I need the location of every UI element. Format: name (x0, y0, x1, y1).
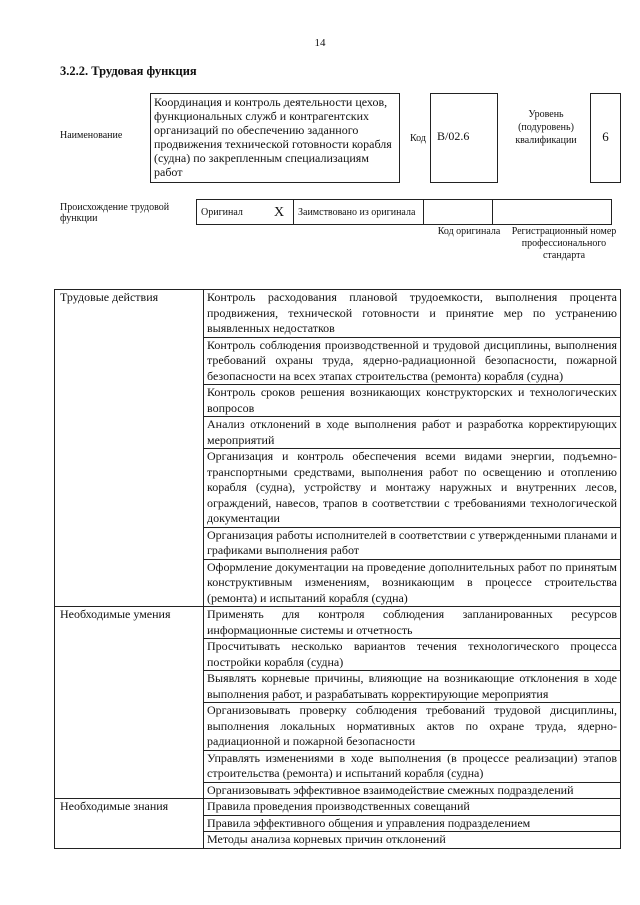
origin-label: Происхождение трудовой функции (60, 202, 170, 224)
table-row (55, 799, 621, 816)
category-cell: Трудовые действия (55, 290, 204, 607)
item-cell: Организация и контроль обеспечения всеми видами энергии, подъемно-транспортными средствами, выполнения работ по освещению и отоплению корабля (судна), устройству и монтажу наружных и внутренних лесов, ограждений, навесов, трапов в соответствии с требованиями технологической документации (204, 449, 621, 528)
original-code-cell (424, 200, 493, 225)
item-cell: Оформление документации на проведение дополнительных работ по принятым конструктивным изменениям, возникающим в процессе строительства (ремонта) и испытаний корабля (судна) (204, 559, 621, 607)
code-value-box: B/02.6 (430, 93, 498, 183)
page-number: 14 (314, 37, 326, 49)
table-row (55, 607, 621, 639)
original-code-caption: Код оригинала (437, 226, 501, 237)
category-cell: Необходимые умения (55, 607, 204, 799)
item-cell: Контроль расходования плановой трудоемкости, выполнения процента продвижения, технической готовности и принятие мер по устранению выявленных недостатков (204, 290, 621, 338)
level-label: Уровень (подуровень) квалификации (515, 109, 577, 146)
item-cell: Анализ отклонений в ходе выполнения работ и разработка корректирующих мероприятий (204, 417, 621, 449)
item-cell: Просчитывать несколько вариантов течения технологического процесса постройки корабля (судна) (204, 639, 621, 671)
function-name-box: Координация и контроль деятельности цехов, функциональных служб и контрагентских организаций по обеспечению заданного продвижения технической готовности корабля (судна) по закрепленным специализациям работ (150, 93, 400, 183)
reg-number-caption: Регистрационный номер профессионального стандарта (511, 226, 617, 261)
level-value-box: 6 (590, 93, 621, 183)
original-mark: X (265, 200, 294, 225)
item-cell: Организация работы исполнителей в соответствии с утвержденными планами и графиками выполнения работ (204, 527, 621, 559)
item-cell: Организовывать проверку соблюдения требований трудовой дисциплины, выполнения локальных нормативных актов по охране труда, ядерно-радиационной и пожарной безопасности (204, 703, 621, 751)
item-cell: Правила проведения производственных совещаний (204, 799, 621, 816)
reg-number-cell (493, 200, 612, 225)
item-cell: Применять для контроля соблюдения запланированных ресурсов информационные системы и отчетность (204, 607, 621, 639)
table-row (55, 290, 621, 338)
item-cell: Выявлять корневые причины, влияющие на возникающие отклонения в ходе выполнения работ, и разрабатывать корректирующие мероприятия (204, 671, 621, 703)
item-cell: Контроль соблюдения производственной и трудовой дисциплины, выполнения требований охраны труда, ядерно-радиационной безопасности, пожарной безопасности на всех этапах строительства (ремонта) корабля (судна) (204, 337, 621, 385)
category-cell: Необходимые знания (55, 799, 204, 849)
origin-table (196, 199, 612, 225)
function-details-table (54, 289, 621, 849)
item-cell: Методы анализа корневых причин отклонений (204, 832, 621, 849)
section-title: 3.2.2. Трудовая функция (60, 64, 197, 78)
item-cell: Организовывать эффективное взаимодействие смежных подразделений (204, 782, 621, 799)
item-cell: Правила эффективного общения и управления подразделением (204, 815, 621, 832)
item-cell: Управлять изменениями в ходе выполнения (в процессе реализации) этапов строительства (ремонта) и испытаний корабля (судна) (204, 750, 621, 782)
borrowed-label: Заимствовано из оригинала (294, 200, 424, 225)
name-label: Наименование (60, 130, 123, 141)
original-label: Оригинал (197, 200, 266, 225)
item-cell: Контроль сроков решения возникающих конструкторских и технологических вопросов (204, 385, 621, 417)
code-label: Код (410, 133, 426, 144)
